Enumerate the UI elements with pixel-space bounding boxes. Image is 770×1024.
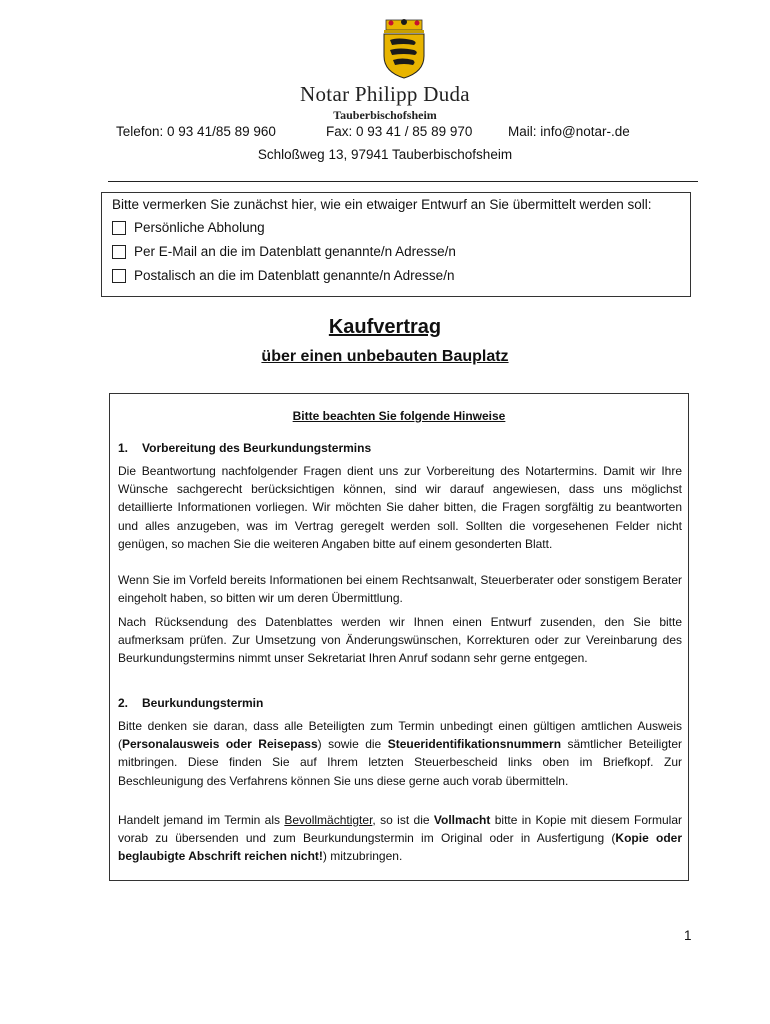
page-number: 1: [684, 928, 692, 943]
office-name: Notar Philipp Duda: [300, 82, 470, 106]
notes-box: [109, 393, 689, 881]
text: ) mitzubringen.: [322, 849, 403, 864]
section-title: Vorbereitung des Beurkundungstermins: [142, 441, 372, 455]
emphasis: Steueridentifikationsnummern: [387, 737, 562, 752]
office-city: Tauberbischofsheim: [333, 108, 437, 122]
emphasis: Kopie oder beglaubigte Abschrift reichen nicht!: [118, 831, 682, 864]
text: Handelt jemand im Termin als: [118, 813, 285, 827]
paragraph: [118, 811, 682, 866]
text: Bitte denken sie daran, dass alle Beteiligten zum Termin unbedingt einen gültigen amtlichen Ausweis (: [118, 719, 682, 752]
paragraph: [118, 717, 682, 790]
delivery-option-post[interactable]: [112, 268, 454, 283]
option-label: Postalisch an die im Datenblatt genannte/n Adresse/n: [134, 268, 455, 283]
telephone: Telefon: 0 93 41/85 89 960: [116, 124, 276, 139]
header-divider: [108, 181, 698, 182]
emphasis: Personalausweis oder Reisepass: [122, 737, 318, 752]
checkbox[interactable]: [112, 269, 126, 283]
section-number: 1.: [118, 441, 129, 455]
delivery-prompt: Bitte vermerken Sie zunächst hier, wie ein etwaiger Entwurf an Sie übermittelt werden soll:: [112, 197, 652, 212]
fax: Fax: 0 93 41 / 85 89 970: [326, 124, 473, 139]
section-heading: [118, 441, 371, 455]
option-label: Persönliche Abholung: [134, 220, 265, 235]
section-heading: [118, 696, 263, 710]
option-label: Per E-Mail an die im Datenblatt genannte/n Adresse/n: [134, 244, 456, 259]
coat-of-arms-icon: [378, 18, 430, 80]
paragraph: Nach Rücksendung des Datenblattes werden wir Ihnen einen Entwurf zusenden, den Sie bitte aufmerksam prüfen. Zur Umsetzung von Änderungswünschen, Korrekturen oder zur Vereinbarung des Beurkundungstermins nimmt unser Sekretariat Ihren Anruf sodann sehr gerne entgegen.: [118, 615, 682, 666]
address: Schloßweg 13, 97941 Tauberbischofsheim: [257, 147, 513, 162]
text: bitte in Kopie mit diesem Formular vorab zu übersenden und zum Beurkundungstermin im Original oder in Ausfertigung (: [118, 813, 682, 846]
checkbox[interactable]: [112, 221, 126, 235]
emphasis: Vollmacht: [433, 813, 491, 827]
checkbox[interactable]: [112, 245, 126, 259]
underlined-term: Bevollmächtigter: [284, 813, 373, 827]
document-title: Kaufvertrag: [328, 316, 442, 338]
text: , so ist die: [372, 813, 434, 827]
notes-title: Bitte beachten Sie folgende Hinweise: [292, 409, 506, 423]
paragraph: Die Beantwortung nachfolgender Fragen dient uns zur Vorbereitung des Notartermins. Damit wir Ihre Wünsche sachgerecht berücksichtigen können, sind wir darauf angewiesen, dass uns möglichst detaillierte Informationen vorliegen. Wir möchten Sie daher bitten, die Fragen sorgfältig zu beantworten und alles anzugeben, was im Vertrag geregelt werden soll. Sollten die vorgesehenen Felder nicht genügen, so machen Sie die weiteren Angaben bitte auf einem gesonderten Blatt.: [118, 464, 682, 551]
document-subtitle: über einen unbebauten Bauplatz: [261, 348, 509, 365]
mail[interactable]: Mail: info@notar-.de: [508, 124, 630, 139]
paragraph: Wenn Sie im Vorfeld bereits Informationen bei einem Rechtsanwalt, Steuerberater oder sonstigem Berater eingeholt haben, so bitten wir um deren Übermittlung.: [118, 573, 682, 606]
text: ) sowie die: [317, 737, 388, 752]
section-number: 2.: [118, 696, 129, 710]
section-title: Beurkundungstermin: [142, 696, 264, 710]
delivery-option-email[interactable]: [112, 244, 456, 259]
delivery-option-pickup[interactable]: [112, 220, 265, 235]
text: sämtlicher Beteiligter mitbringen. Diese finden Sie auf Ihrem letzten Steuerbescheid links oben im Briefkopf. Zur Beschleunigung des Verfahrens können Sie uns diese gerne auch vorab übermitteln.: [118, 737, 682, 788]
delivery-options-box: [101, 192, 691, 297]
